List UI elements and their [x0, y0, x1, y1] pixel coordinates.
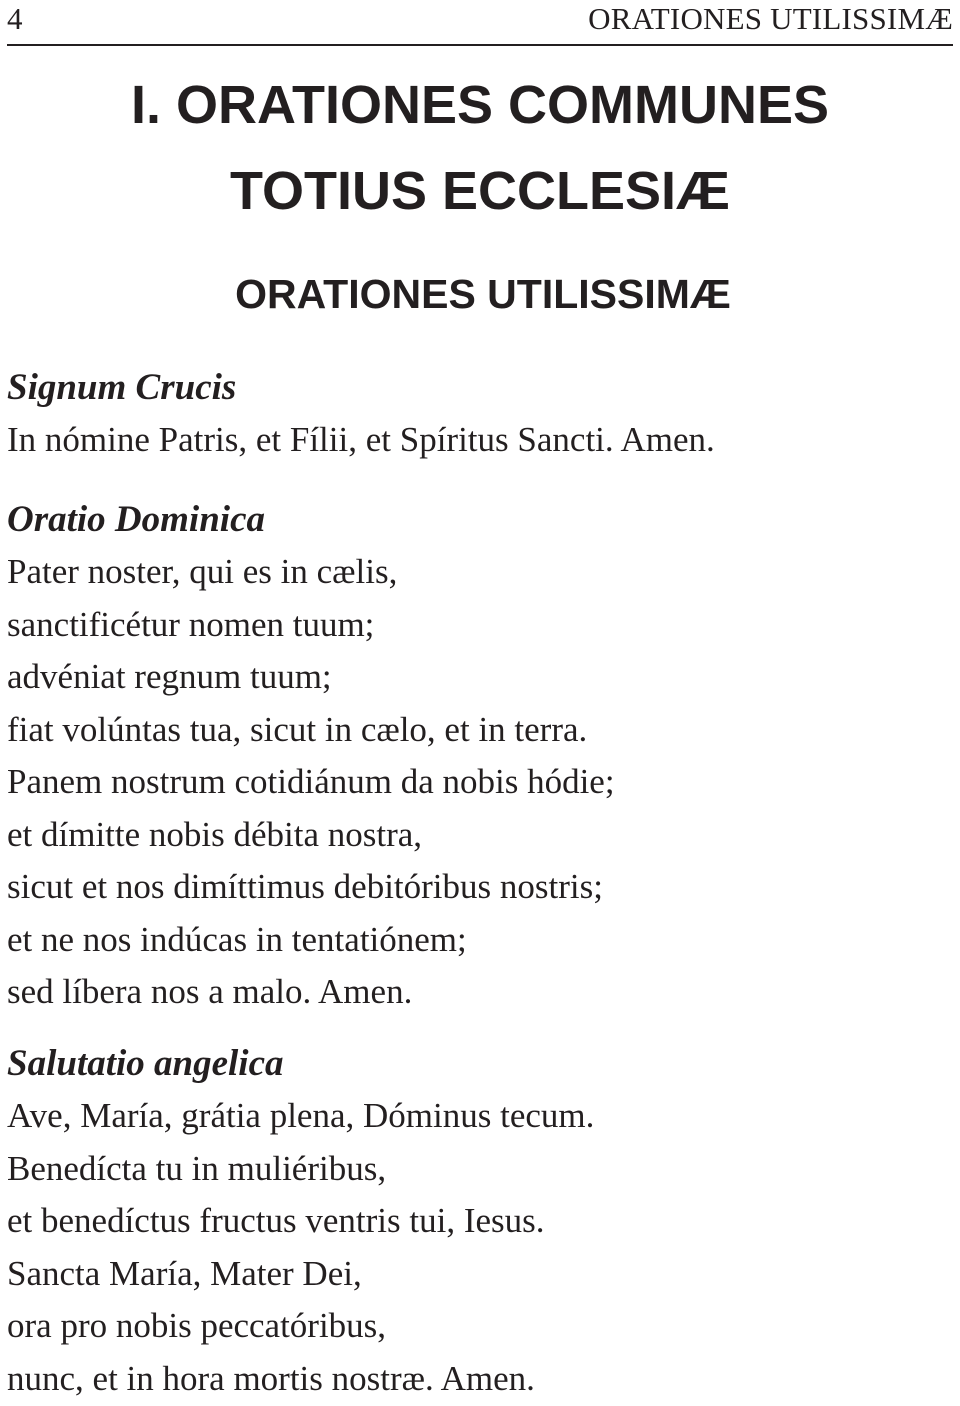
- prayer-line: et ne nos indúcas in tentatiónem;: [7, 919, 467, 959]
- prayer-heading: Oratio Dominica: [7, 499, 265, 540]
- prayer-line: nunc, et in hora mortis nostræ. Amen.: [7, 1358, 535, 1398]
- prayer-heading: Salutatio angelica: [7, 1043, 284, 1084]
- prayer-line: et dímitte nobis débita nostra,: [7, 814, 423, 854]
- prayer-line: Benedícta tu in muliéribus,: [7, 1148, 387, 1188]
- prayer-line: In nómine Patris, et Fílii, et Spíritus Sancti. Amen.: [7, 420, 715, 459]
- chapter-title-line-1: I. ORATIONES COMMUNES: [130, 75, 830, 135]
- prayer-line: Sancta María, Mater Dei,: [7, 1253, 362, 1293]
- prayer-line: Ave, María, grátia plena, Dóminus tecum.: [7, 1096, 595, 1135]
- prayer-signum-crucis: [7, 362, 953, 467]
- chapter-title-line-2: TOTIUS ECCLESIÆ: [229, 161, 731, 221]
- prayer-line: sanctificétur nomen tuum;: [7, 604, 375, 644]
- prayer-line: et benedíctus fructus ventris tui, Iesus.: [7, 1201, 545, 1240]
- prayer-line: fiat volúntas tua, sicut in cælo, et in terra.: [7, 709, 588, 749]
- prayer-line: ora pro nobis peccatóribus,: [7, 1306, 387, 1345]
- prayer-heading: Signum Crucis: [7, 367, 237, 408]
- prayer-line: sicut et nos dimíttimus debitóribus nostris;: [7, 867, 603, 906]
- prayer-line: Panem nostrum cotidiánum da nobis hódie;: [7, 762, 615, 801]
- prayer-line: Pater noster, qui es in cælis,: [7, 552, 398, 591]
- page-number: 4: [7, 1, 23, 36]
- chapter-title: [0, 62, 960, 234]
- section-subtitle: ORATIONES UTILISSIMÆ: [235, 271, 731, 317]
- prayer-line: advéniat regnum tuum;: [7, 657, 332, 696]
- prayer-oratio-dominica: [7, 494, 953, 1019]
- prayer-line: sed líbera nos a malo. Amen.: [7, 972, 413, 1011]
- running-head: [7, 0, 953, 46]
- prayer-salutatio-angelica: [7, 1038, 953, 1405]
- running-title: ORATIONES UTILISSIMÆ: [588, 1, 953, 36]
